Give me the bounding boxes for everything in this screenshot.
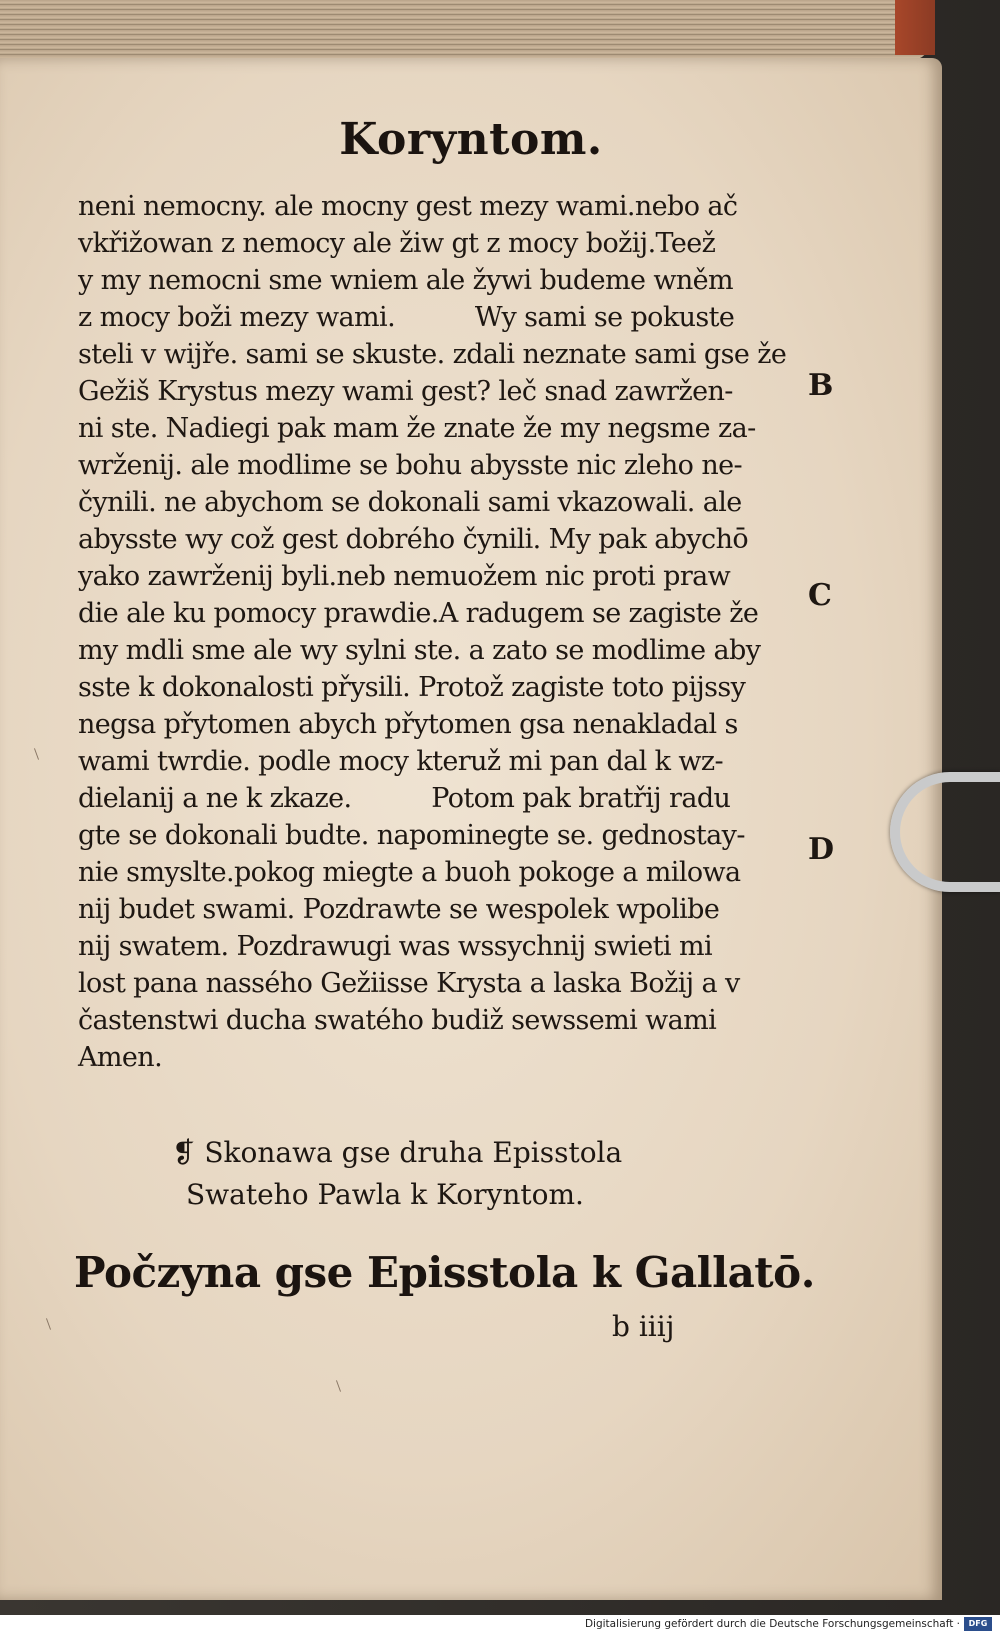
text-line: neni nemocny. ale mocny gest mezy wami.nebo ač — [78, 191, 738, 222]
text-line: die ale ku pomocy prawdie.A radugem se zagiste že — [78, 598, 759, 629]
text-line: Gežiš Krystus mezy wami gest? leč snad zawržen- — [78, 376, 733, 407]
text-line: nij budet swami. Pozdrawte se wespolek wpolibe — [78, 894, 720, 925]
text-line: čynili. ne abychom se dokonali sami vkazowali. ale — [78, 487, 742, 518]
text-line: abysste wy což gest dobrého čynili. My pak abychō — [78, 524, 749, 555]
text-line: sste k dokonalosti přysili. Protož zagiste toto pijssy — [78, 672, 746, 703]
text-line: ni ste. Nadiegi pak mam že znate že my negsme za- — [78, 413, 756, 444]
colophon-line: ❡ Skonawa gse druha Episstola — [172, 1136, 623, 1169]
page-stack-corner — [895, 0, 935, 55]
text-line: častenstwi ducha swatého budiž sewssemi wami — [78, 1005, 717, 1036]
footer-credit: Digitalisierung gefördert durch die Deutsche Forschungsgemeinschaft · — [584, 1618, 960, 1630]
text-line: wami twrdie. podle mocy kteruž mi pan dal k wz- — [78, 746, 724, 777]
text-line: negsa přytomen abych přytomen gsa nenakladal s — [78, 709, 738, 740]
text-line: y my nemocni sme wniem ale žywi budeme wněm — [78, 265, 734, 296]
next-epistle-title: Počzyna gse Episstola k Gallatō. — [74, 1248, 815, 1297]
margin-letter-b: B — [808, 368, 834, 403]
text-line: nij swatem. Pozdrawugi was wssychnij swieti mi — [78, 931, 712, 962]
text-line: Amen. — [78, 1042, 163, 1073]
dfg-logo: DFG — [964, 1617, 992, 1631]
margin-letter-d: D — [808, 832, 835, 867]
page-stack-edges — [0, 0, 930, 60]
page-clip — [890, 772, 1000, 892]
text-line: nie smyslte.pokog miegte a buoh pokoge a milowa — [78, 857, 741, 888]
text-line: wrženij. ale modlime se bohu abysste nic zleho ne- — [78, 450, 743, 481]
running-head: Koryntom. — [339, 114, 603, 165]
text-line: dielanij a ne k zkaze. Potom pak bratřij radu — [78, 783, 731, 814]
text-line: steli v wijře. sami se skuste. zdali neznate sami gse že — [78, 339, 787, 370]
signature-mark: b iiij — [612, 1310, 675, 1343]
text-line: yako zawrženij byli.neb nemuožem nic proti praw — [78, 561, 731, 592]
colophon — [172, 1132, 772, 1216]
colophon-line: Swateho Pawla k Koryntom. — [186, 1178, 584, 1211]
text-line: lost pana nassého Gežiisse Krysta a laska Božij a v — [78, 968, 740, 999]
text-line: gte se dokonali budte. napominegte se. gednostay- — [78, 820, 745, 851]
text-line: z mocy boži mezy wami. Wy sami se pokuste — [78, 302, 735, 333]
margin-letter-c: C — [808, 578, 832, 613]
body-text — [78, 188, 787, 1076]
text-line: vkřižowan z nemocy ale žiw gt z mocy božij.Teež — [78, 228, 716, 259]
text-line: my mdli sme ale wy sylni ste. a zato se modlime aby — [78, 635, 761, 666]
